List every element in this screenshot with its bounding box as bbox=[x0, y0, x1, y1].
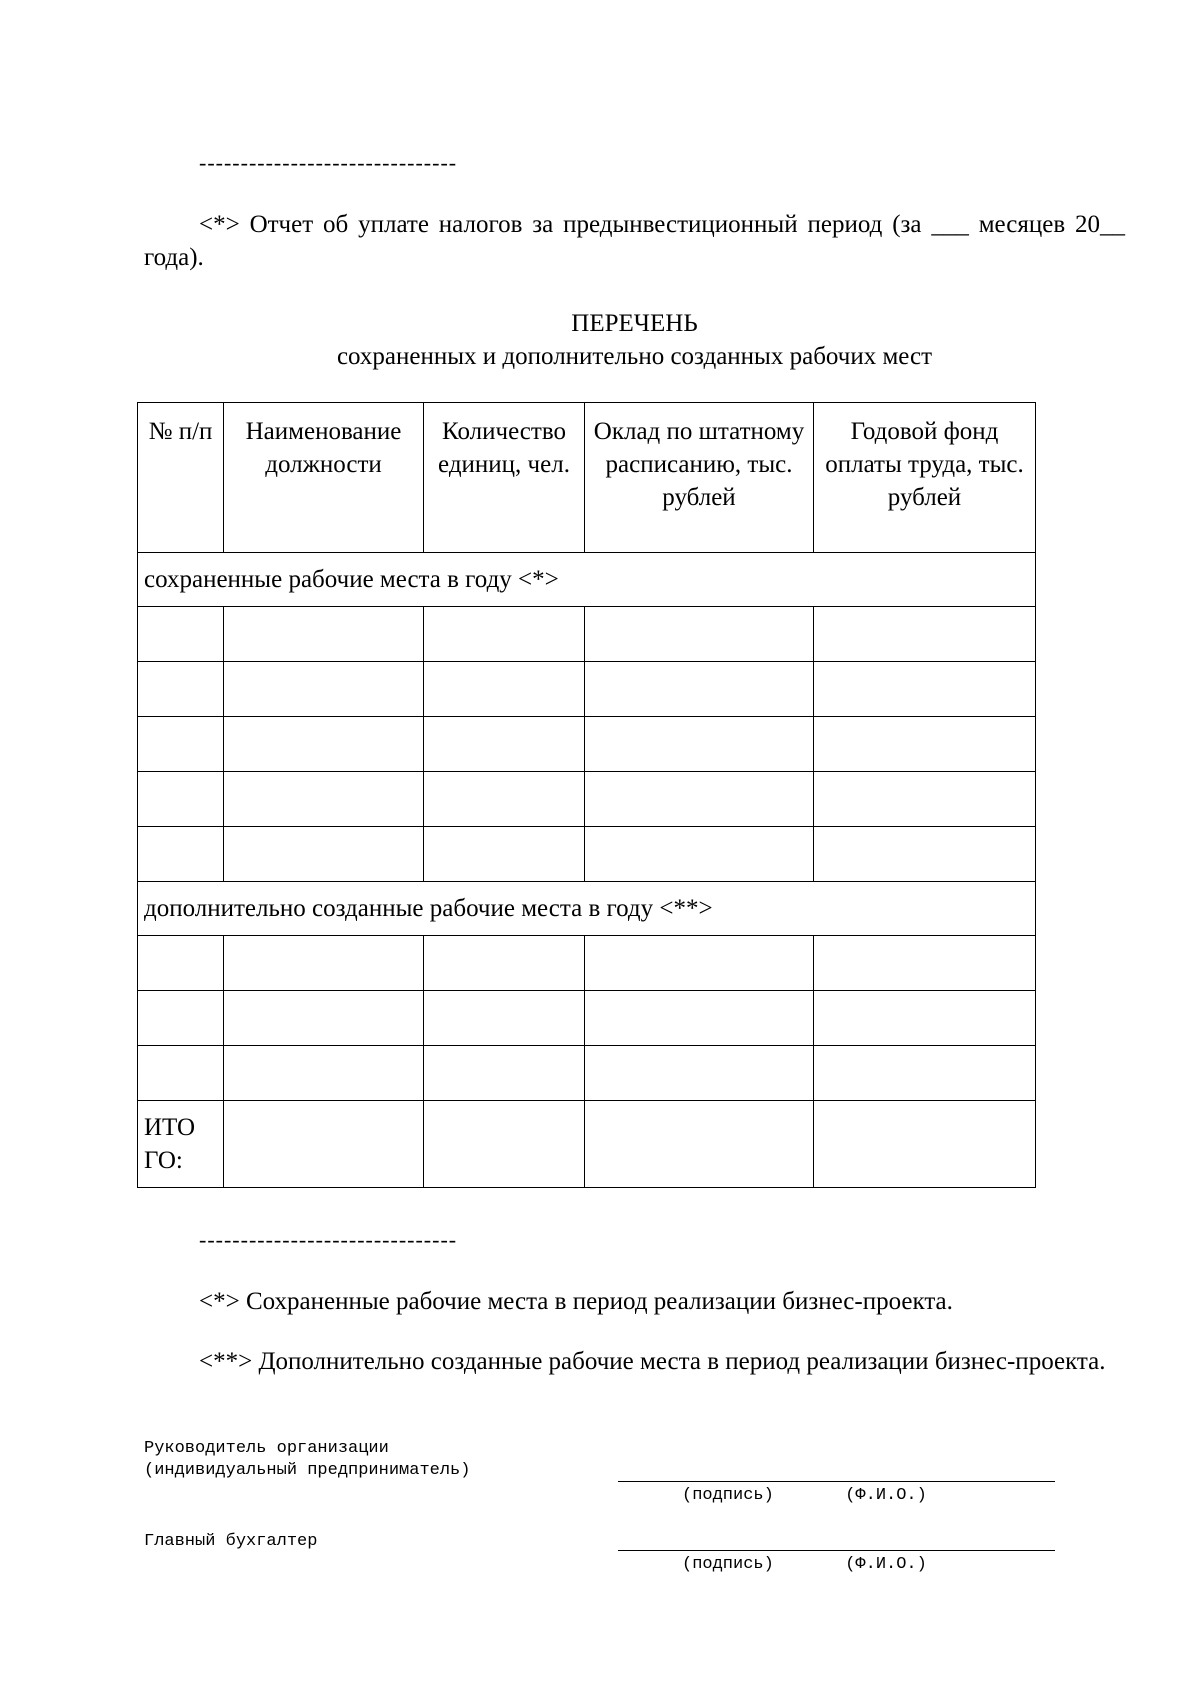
table-cell[interactable] bbox=[585, 936, 814, 991]
table-cell[interactable] bbox=[814, 717, 1036, 772]
table-cell[interactable] bbox=[138, 936, 224, 991]
table-cell[interactable] bbox=[424, 772, 585, 827]
table-cell[interactable] bbox=[424, 1101, 585, 1188]
accountant-signature-line bbox=[618, 1550, 1055, 1551]
table-cell[interactable] bbox=[138, 1046, 224, 1101]
table-cell[interactable] bbox=[814, 662, 1036, 717]
table-row bbox=[138, 607, 1036, 662]
table-cell[interactable] bbox=[814, 772, 1036, 827]
table-cell[interactable] bbox=[424, 827, 585, 882]
table-cell[interactable] bbox=[585, 1101, 814, 1188]
header-count: Количество единиц, чел. bbox=[424, 403, 585, 553]
table-cell[interactable] bbox=[585, 607, 814, 662]
header-annual-fund: Годовой фонд оплаты труда, тыс. рублей bbox=[814, 403, 1036, 553]
table-cell[interactable] bbox=[585, 717, 814, 772]
table-cell[interactable] bbox=[585, 827, 814, 882]
note-double-star: <**> Дополнительно созданные рабочие места в период реализации бизнес-проекта. bbox=[199, 1348, 1106, 1375]
table-cell[interactable] bbox=[224, 607, 424, 662]
table-cell[interactable] bbox=[224, 662, 424, 717]
section-retained-label: сохраненные рабочие места в году <*> bbox=[138, 553, 1036, 607]
table-cell[interactable] bbox=[585, 1046, 814, 1101]
table-cell[interactable] bbox=[424, 607, 585, 662]
table-cell[interactable] bbox=[424, 662, 585, 717]
section-row-created bbox=[138, 882, 1036, 936]
table-row bbox=[138, 662, 1036, 717]
table-row bbox=[138, 772, 1036, 827]
table-cell[interactable] bbox=[585, 662, 814, 717]
document-subtitle: сохраненных и дополнительно созданных рабочих мест bbox=[336, 343, 933, 370]
table-cell[interactable] bbox=[585, 991, 814, 1046]
table-cell[interactable] bbox=[814, 827, 1036, 882]
document-title: ПЕРЕЧЕНЬ bbox=[571, 310, 698, 337]
note-star: <*> Сохраненные рабочие места в период реализации бизнес-проекта. bbox=[199, 1288, 953, 1315]
table-cell[interactable] bbox=[814, 1101, 1036, 1188]
table-cell[interactable] bbox=[138, 991, 224, 1046]
table-cell[interactable] bbox=[138, 607, 224, 662]
table-cell[interactable] bbox=[224, 1046, 424, 1101]
head-title-line2: (индивидуальный предприниматель) bbox=[144, 1461, 471, 1480]
accountant-title: Главный бухгалтер bbox=[144, 1532, 318, 1551]
table-cell[interactable] bbox=[224, 991, 424, 1046]
table-cell[interactable] bbox=[814, 607, 1036, 662]
header-position: Наименование должности bbox=[224, 403, 424, 553]
table-cell[interactable] bbox=[224, 827, 424, 882]
table-row bbox=[138, 991, 1036, 1046]
accountant-signature-caption: (подпись) (Ф.И.О.) bbox=[682, 1555, 927, 1574]
table-cell[interactable] bbox=[224, 936, 424, 991]
table-row bbox=[138, 827, 1036, 882]
table-cell[interactable] bbox=[814, 991, 1036, 1046]
table-cell[interactable] bbox=[424, 991, 585, 1046]
header-salary: Оклад по штатному расписанию, тыс. рублей bbox=[585, 403, 814, 553]
jobs-table bbox=[137, 402, 1036, 1188]
table-cell[interactable] bbox=[138, 717, 224, 772]
table-row bbox=[138, 717, 1036, 772]
table-cell[interactable] bbox=[424, 717, 585, 772]
table-cell[interactable] bbox=[138, 772, 224, 827]
table-header-row bbox=[138, 403, 1036, 553]
total-row bbox=[138, 1101, 1036, 1188]
table-cell[interactable] bbox=[138, 827, 224, 882]
table-cell[interactable] bbox=[424, 936, 585, 991]
footnote-report: <*> Отчет об уплате налогов за предынвестиционный период (за ___ месяцев 20__ года). bbox=[144, 211, 1125, 271]
table-cell[interactable] bbox=[224, 1101, 424, 1188]
table-row bbox=[138, 936, 1036, 991]
section-created-label: дополнительно созданные рабочие места в году <**> bbox=[138, 882, 1036, 936]
head-signature-line bbox=[618, 1481, 1055, 1482]
table-cell[interactable] bbox=[224, 772, 424, 827]
table-cell[interactable] bbox=[814, 1046, 1036, 1101]
header-number: № п/п bbox=[138, 403, 224, 553]
table-cell[interactable] bbox=[424, 1046, 585, 1101]
total-label: ИТО ГО: bbox=[138, 1101, 224, 1188]
top-separator: ------------------------------- bbox=[199, 150, 458, 175]
table-row bbox=[138, 1046, 1036, 1101]
table-cell[interactable] bbox=[585, 772, 814, 827]
bottom-separator: ------------------------------- bbox=[199, 1227, 458, 1252]
table-cell[interactable] bbox=[138, 662, 224, 717]
table-cell[interactable] bbox=[814, 936, 1036, 991]
head-title-line1: Руководитель организации bbox=[144, 1439, 389, 1458]
section-row-retained bbox=[138, 553, 1036, 607]
head-signature-caption: (подпись) (Ф.И.О.) bbox=[682, 1486, 927, 1505]
table-cell[interactable] bbox=[224, 717, 424, 772]
